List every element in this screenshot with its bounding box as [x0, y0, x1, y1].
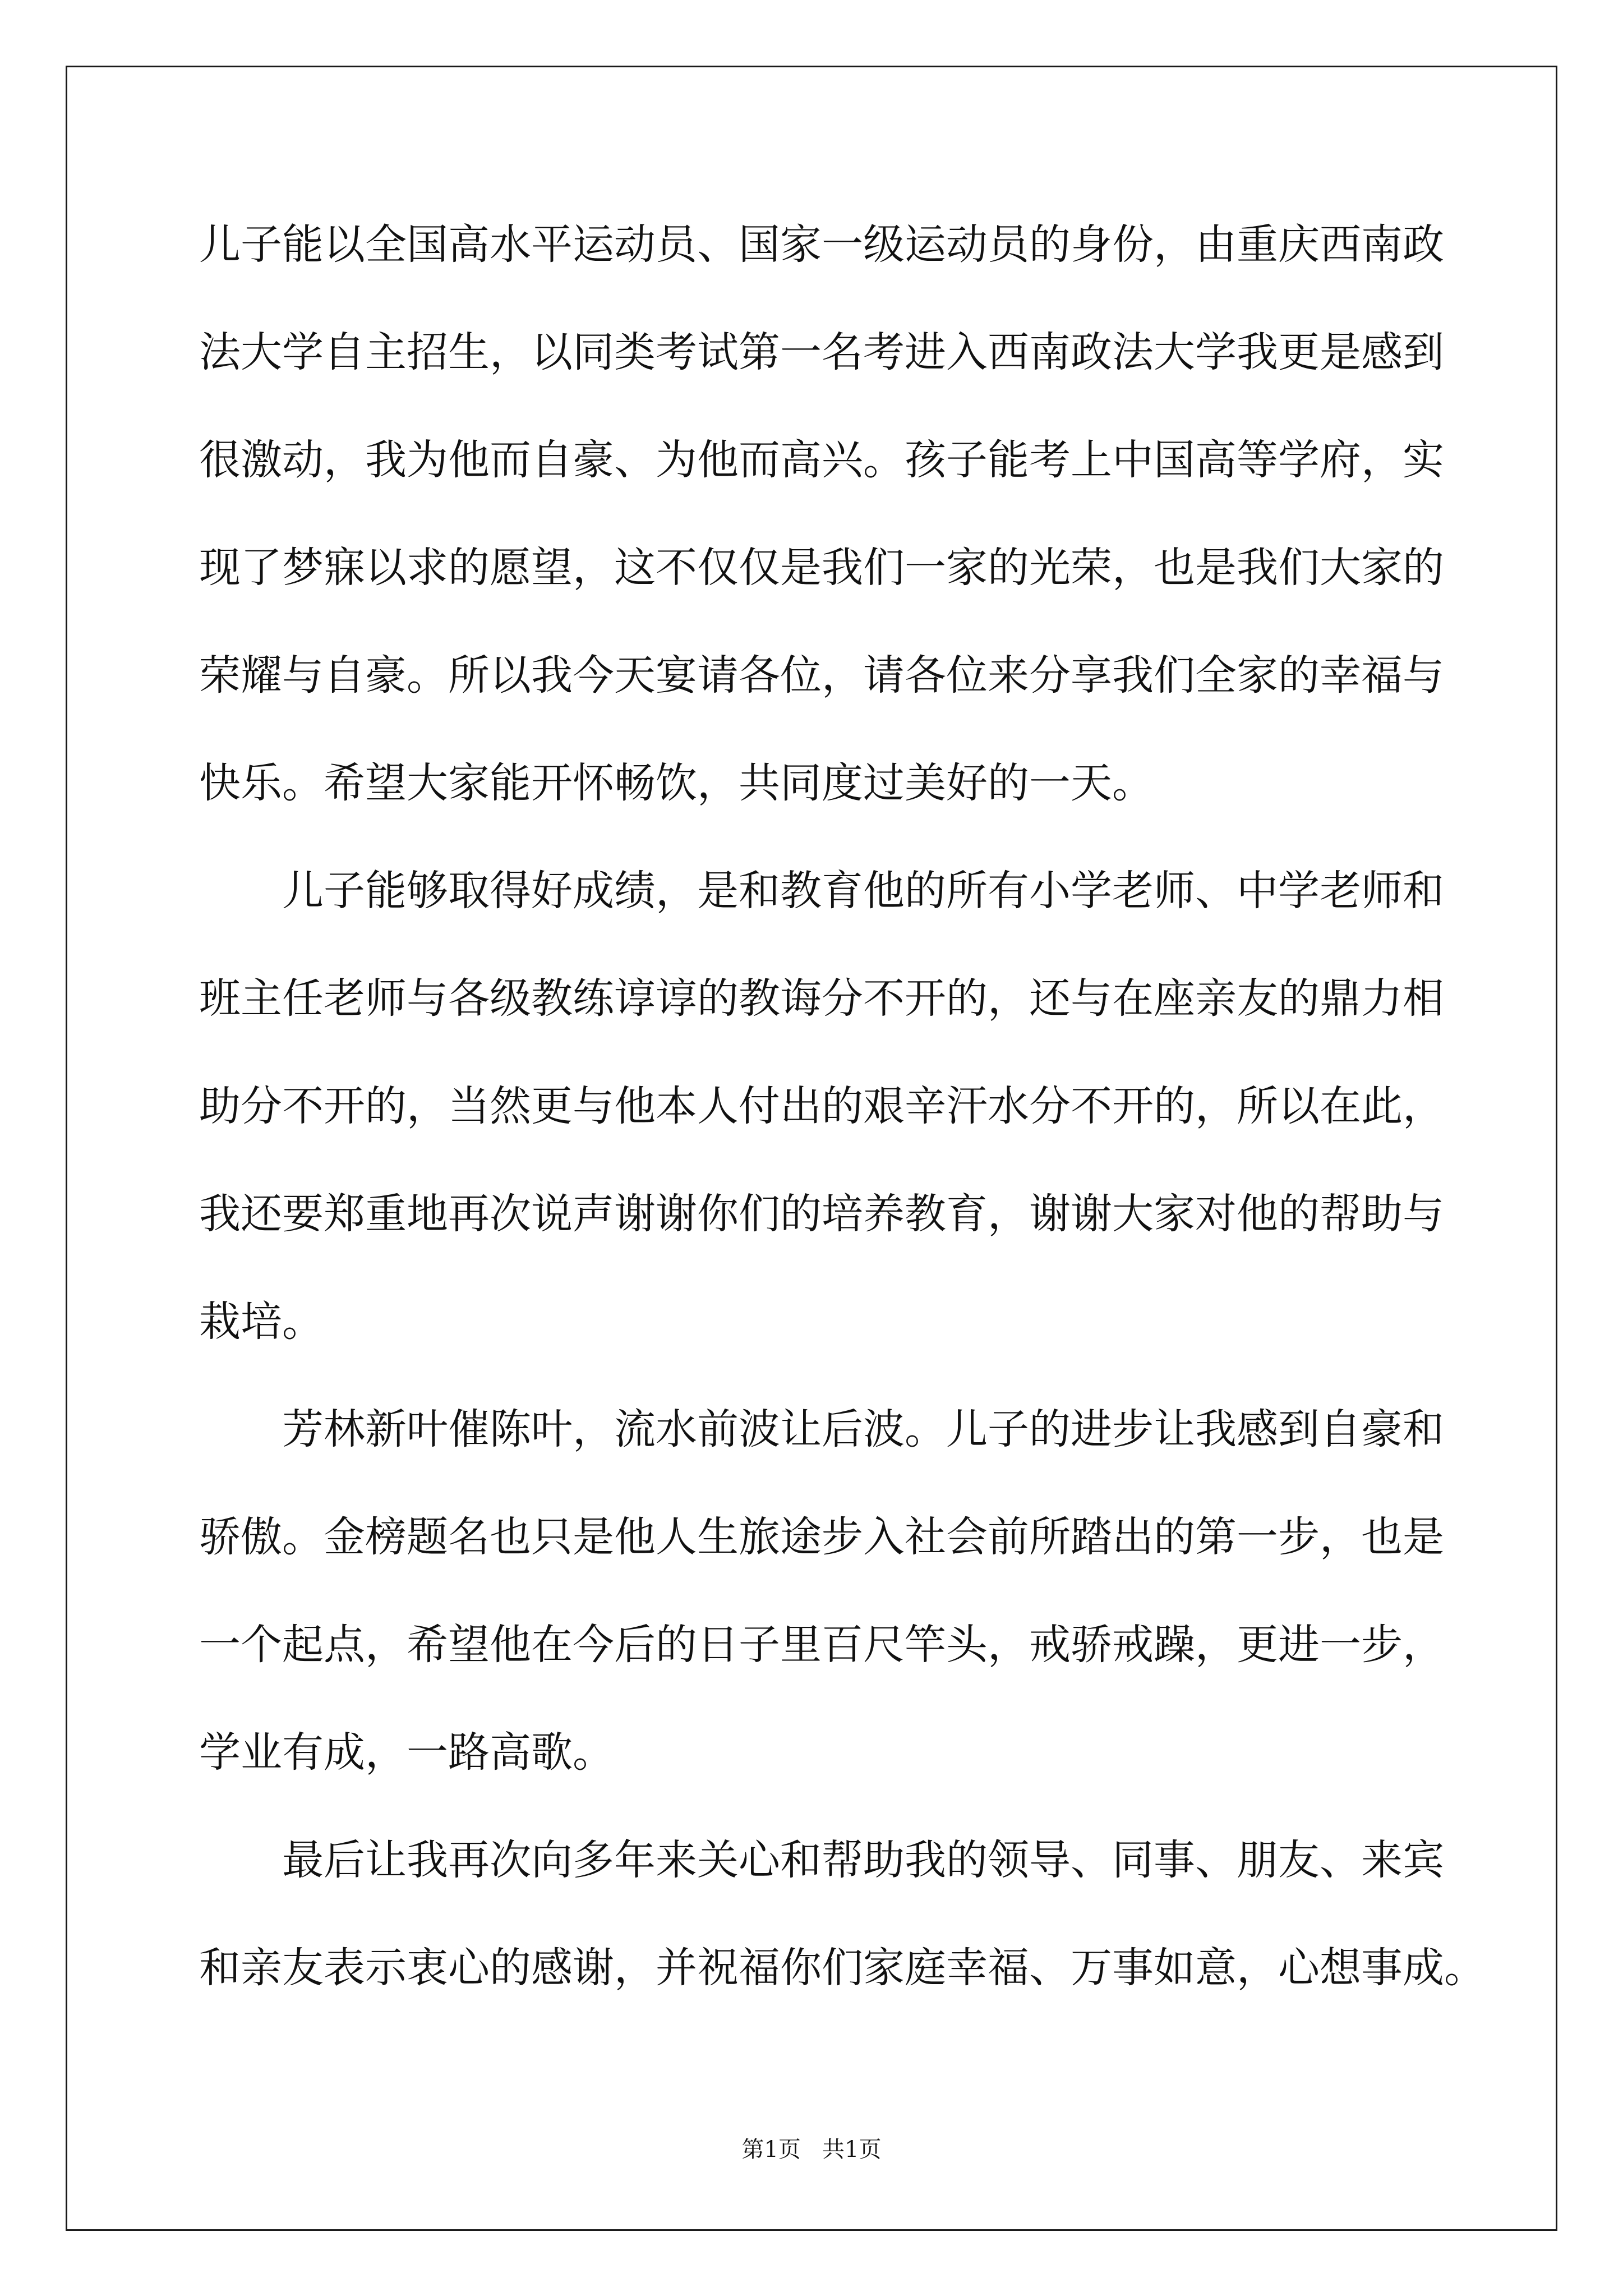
paragraph-3-line-2: 骄傲。金榜题名也只是他人生旅途步入社会前所踏出的第一步，也是 — [199, 1513, 1444, 1561]
paragraph-1-line-1: 儿子能以全国高水平运动员、国家一级运动员的身份，由重庆西南政 — [199, 220, 1444, 269]
paragraph-4-line-1: 最后让我再次向多年来关心和帮助我的领导、同事、朋友、来宾 — [282, 1836, 1444, 1884]
paragraph-1-line-3: 很激动，我为他而自豪、为他而高兴。孩子能考上中国高等学府，实 — [199, 436, 1444, 484]
paragraph-2-line-1: 儿子能够取得好成绩，是和教育他的所有小学老师、中学老师和 — [282, 867, 1444, 915]
page-number-footer: 第1页 共1页 — [741, 2137, 882, 2162]
paragraph-3-line-1: 芳林新叶催陈叶，流水前波让后波。儿子的进步让我感到自豪和 — [282, 1405, 1444, 1453]
paragraph-3-line-4: 学业有成，一路高歌。 — [199, 1728, 614, 1777]
document-body — [199, 191, 1486, 2022]
paragraph-4-line-2: 和亲友表示衷心的感谢，并祝福你们家庭幸福、万事如意，心想事成。 — [199, 1944, 1486, 1992]
paragraph-2-line-5: 栽培。 — [199, 1297, 324, 1346]
paragraph-1-line-6: 快乐。希望大家能开怀畅饮，共同度过美好的一天。 — [199, 759, 1154, 807]
paragraph-2-line-4: 我还要郑重地再次说声谢谢你们的培养教育，谢谢大家对他的帮助与 — [199, 1190, 1444, 1238]
paragraph-2-line-3: 助分不开的，当然更与他本人付出的艰辛汗水分不开的，所以在此， — [199, 1082, 1444, 1130]
paragraph-2-line-2: 班主任老师与各级教练谆谆的教诲分不开的，还与在座亲友的鼎力相 — [199, 974, 1444, 1023]
paragraph-1-line-5: 荣耀与自豪。所以我今天宴请各位，请各位来分享我们全家的幸福与 — [199, 651, 1444, 700]
paragraph-1-line-2: 法大学自主招生，以同类考试第一名考进入西南政法大学我更是感到 — [199, 328, 1444, 376]
paragraph-1-line-4: 现了梦寐以求的愿望，这不仅仅是我们一家的光荣，也是我们大家的 — [199, 544, 1444, 592]
paragraph-3-line-3: 一个起点，希望他在今后的日子里百尺竿头，戒骄戒躁，更进一步， — [199, 1621, 1444, 1669]
